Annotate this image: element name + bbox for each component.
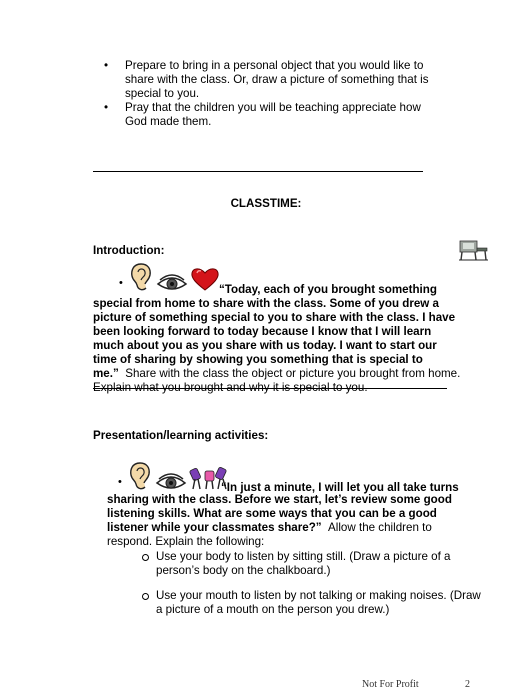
presentation-quote-first-line: “In just a minute, I will let you all take turns — [221, 481, 459, 494]
heart-icon — [190, 266, 220, 292]
list-item-text: Use your body to listen by sitting still. (Draw a picture of a person’s body on the chalkboard.) — [156, 550, 451, 577]
bullet-icon: • — [104, 101, 109, 114]
section-divider — [93, 171, 423, 172]
list-item — [142, 550, 482, 578]
page-number: 2 — [465, 679, 470, 690]
eye-icon — [156, 274, 188, 292]
bullet-icon: • — [119, 277, 123, 289]
introduction-heading: Introduction: — [93, 244, 165, 257]
ear-icon — [129, 262, 153, 292]
section-divider — [93, 388, 447, 389]
ear-icon — [128, 461, 152, 491]
list-item-text: Use your mouth to listen by not talking or making noises. (Draw a picture of a mouth on the person you drew.) — [156, 589, 481, 616]
eye-icon — [155, 473, 187, 491]
circle-bullet-icon — [142, 554, 149, 561]
intro-quote-text: special from home to share with the class. Some of you drew a picture of something special to you to share with the class. I have been looking forward to today because I know that I will learn much about you as you share with us today. I want to start our time of sharing by showing you something that is special to me.” — [93, 297, 456, 380]
list-item — [142, 589, 482, 617]
presentation-instruction-text: Allow the children to respond. Explain the following: — [107, 521, 432, 548]
bullet-icon: • — [104, 59, 109, 72]
circle-bullet-icon — [142, 593, 149, 600]
presentation-paragraph — [107, 493, 467, 549]
classtime-title: CLASSTIME: — [230, 197, 302, 210]
bullet-icon: • — [118, 476, 122, 488]
introduction-paragraph — [93, 297, 463, 395]
presentation-icon-row — [118, 461, 229, 491]
footer-text: Not For Profit — [362, 679, 419, 690]
intro-icon-row — [119, 262, 220, 292]
preparation-list — [104, 59, 434, 129]
intro-quote-first-line: “Today, each of you brought something — [219, 283, 437, 296]
presentation-heading: Presentation/learning activities: — [93, 429, 269, 442]
list-item — [104, 59, 434, 101]
presentation-quote-text: sharing with the class. Before we start, let’s review some good listening skills. What are some ways that you can be a good listener while your classmates share?” — [107, 493, 452, 534]
desk-icon — [457, 236, 489, 266]
intro-instruction-text: Share with the class the object or picture you brought from home. Explain what you brought and why it is special to you. — [93, 367, 461, 394]
list-item — [104, 101, 434, 129]
list-item-text: Pray that the children you will be teaching appreciate how God made them. — [125, 101, 421, 128]
listening-skills-list — [142, 550, 482, 617]
list-item-text: Prepare to bring in a personal object that you would like to share with the class. Or, draw a picture of something that is special to you. — [125, 59, 429, 100]
